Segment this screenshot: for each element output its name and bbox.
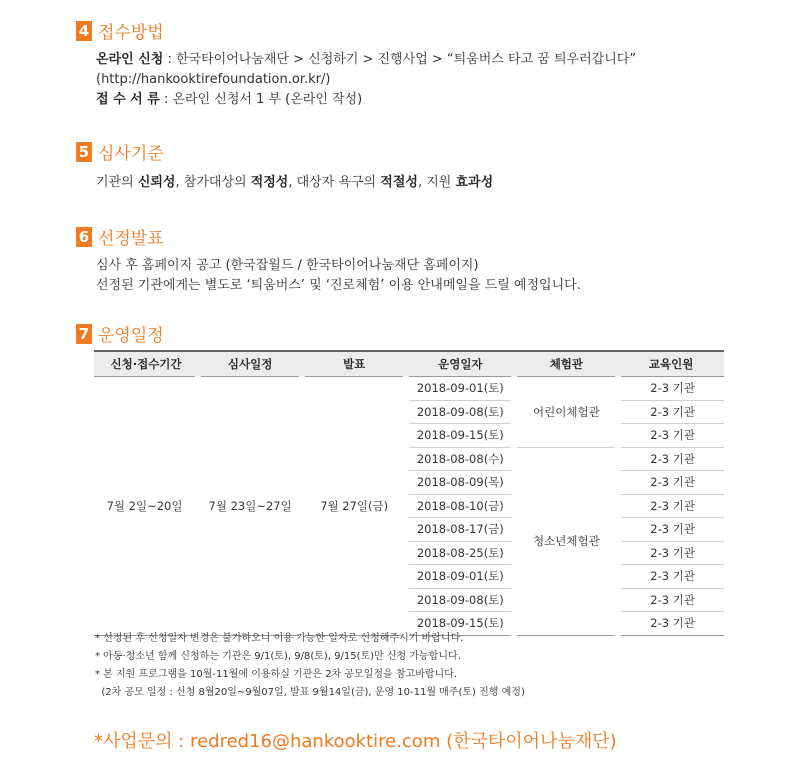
schedule-table (94, 350, 724, 636)
section-number: 6 (76, 227, 92, 247)
documents-text: : 온라인 신청서 1 부 (온라인 작성) (159, 92, 363, 107)
run-date-cell: 2018-09-15(토) (406, 424, 514, 448)
announce-line: 심사 후 홈페이지 공고 (한국잡월드 / 한국타이어나눔재단 홈페이지) (96, 258, 479, 273)
criteria-text: , 대상자 욕구의 (288, 175, 381, 190)
note-line: (2차 공모 일정 : 신청 8월20일~9월07일, 발표 9월14일(금), 운영 10-11월 매주(토) 진행 예정) (95, 687, 525, 698)
note-line: * 아동·청소년 함께 신청하는 기관은 9/1(토), 9/8(토), 9/15(토)만 신청 가능합니다. (95, 651, 461, 662)
criteria-text: , 참가대상의 (175, 175, 251, 190)
table-row (94, 377, 724, 401)
table-header-row (94, 351, 724, 377)
people-cell: 2-3 기관 (618, 471, 724, 495)
run-date-cell: 2018-09-15(토) (406, 612, 514, 636)
people-cell: 2-3 기관 (618, 518, 724, 542)
hall-kids-cell: 어린이체험관 (514, 377, 618, 448)
hall-youth-cell: 청소년체험관 (514, 447, 618, 635)
run-date-cell: 2018-08-25(토) (406, 541, 514, 565)
note-line: * 본 지원 프로그램을 10월-11월에 이용하실 기관은 2차 공모일정을 참고바랍니다. (95, 669, 458, 680)
people-cell: 2-3 기관 (618, 377, 724, 401)
run-date-cell: 2018-09-01(토) (406, 377, 514, 401)
criteria-text: 기관의 (96, 175, 138, 190)
criteria-bold: 효과성 (455, 175, 494, 190)
run-date-cell: 2018-09-08(토) (406, 400, 514, 424)
people-cell: 2-3 기관 (618, 424, 724, 448)
section-number: 4 (76, 21, 92, 41)
run-date-cell: 2018-08-09(목) (406, 471, 514, 495)
section-4-header (76, 18, 164, 43)
section-5-body (96, 173, 493, 193)
people-cell: 2-3 기관 (618, 565, 724, 589)
col-header: 운영일자 (406, 351, 514, 377)
section-number: 5 (76, 142, 92, 162)
announce-cell: 7월 27일(금) (302, 377, 406, 636)
documents-label: 접 수 서 류 (96, 92, 160, 107)
people-cell: 2-3 기관 (618, 588, 724, 612)
col-header: 발표 (302, 351, 406, 377)
people-cell: 2-3 기관 (618, 541, 724, 565)
contact-info[interactable]: *사업문의 : redred16@hankooktire.com (한국타이어나눔재단) (94, 731, 617, 752)
section-title: 심사기준 (98, 144, 164, 164)
run-date-cell: 2018-09-01(토) (406, 565, 514, 589)
people-cell: 2-3 기관 (618, 400, 724, 424)
col-header: 심사일정 (198, 351, 302, 377)
people-cell: 2-3 기관 (618, 494, 724, 518)
run-date-cell: 2018-08-08(수) (406, 447, 514, 471)
criteria-bold: 적절성 (380, 175, 418, 190)
section-7-header (76, 321, 164, 346)
criteria-bold: 적정성 (250, 175, 289, 190)
section-5-header (76, 139, 164, 164)
run-date-cell: 2018-08-17(금) (406, 518, 514, 542)
section-6-header (76, 224, 164, 249)
col-header: 신청·접수기간 (94, 351, 198, 377)
online-apply-label: 온라인 신청 (96, 52, 164, 67)
people-cell: 2-3 기관 (618, 447, 724, 471)
note-line: * 선정된 후 신청일자 변경은 불가하오니 이용 가능한 일자로 신청해주시기 바랍니다. (95, 633, 464, 644)
criteria-text: , 지원 (417, 175, 456, 190)
foundation-url[interactable]: (http://hankooktirefoundation.or.kr/) (96, 72, 331, 87)
notes (95, 630, 525, 702)
section-4-body (96, 50, 636, 110)
criteria-bold: 신뢰성 (137, 175, 176, 190)
run-date-cell: 2018-09-08(토) (406, 588, 514, 612)
col-header: 체험관 (514, 351, 618, 377)
section-number: 7 (76, 324, 92, 344)
run-date-cell: 2018-08-10(금) (406, 494, 514, 518)
announce-line: 선정된 기관에게는 별도로 ‘틔움버스’ 및 ‘진로체험’ 이용 안내메일을 드릴 예정입니다. (96, 278, 581, 293)
col-header: 교육인원 (618, 351, 724, 377)
section-title: 선정발표 (98, 229, 164, 249)
apply-period-cell: 7월 2일~20일 (94, 377, 198, 636)
section-6-body (96, 256, 581, 296)
review-period-cell: 7월 23일~27일 (198, 377, 302, 636)
people-cell: 2-3 기관 (618, 612, 724, 636)
section-title: 운영일정 (98, 326, 164, 346)
online-apply-text: : 한국타이어나눔재단 > 신청하기 > 진행사업 > “틔움버스 타고 꿈 틔우러갑니다” (163, 52, 637, 67)
section-title: 접수방법 (98, 23, 164, 43)
